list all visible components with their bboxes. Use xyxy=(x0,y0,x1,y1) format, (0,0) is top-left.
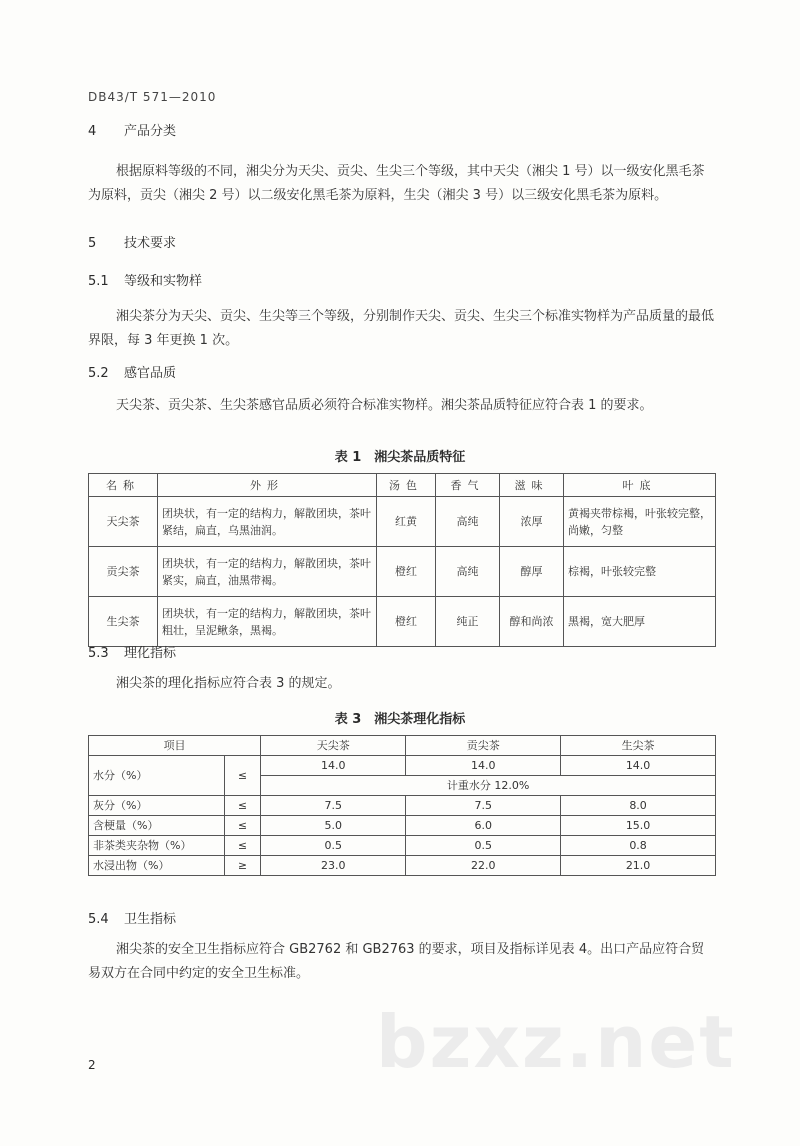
section-number: 5.3 xyxy=(88,646,109,661)
section-title: 卫生指标 xyxy=(124,912,177,927)
header-cell: 项目 xyxy=(89,736,261,756)
header-cell: 香气 xyxy=(436,474,500,497)
row-operator: ≤ xyxy=(224,796,260,816)
cell-value: 0.5 xyxy=(406,836,561,856)
cell-value: 23.0 xyxy=(261,856,406,876)
cell-note: 计重水分 12.0% xyxy=(261,776,716,796)
section-5-4-paragraph: 湘尖茶的安全卫生指标应符合 GB2762 和 GB2763 的要求，项目及指标详见表 4。出口产品应符合贸易双方在合同中约定的安全卫生标准。 xyxy=(88,942,705,981)
cell-taste: 醇和尚浓 xyxy=(500,597,564,647)
section-5-2-heading xyxy=(88,362,176,381)
table-header-row xyxy=(89,474,716,497)
table-row xyxy=(89,497,716,547)
table-1-caption: 表 1 湘尖茶品质特征 xyxy=(334,450,466,465)
cell-value: 7.5 xyxy=(406,796,561,816)
cell-leaf-bottom: 黑褐，宽大肥厚 xyxy=(564,597,716,647)
cell-value: 14.0 xyxy=(261,756,406,776)
section-5-heading xyxy=(88,232,176,251)
cell-aroma: 高纯 xyxy=(436,547,500,597)
cell-aroma: 高纯 xyxy=(436,497,500,547)
row-operator: ≥ xyxy=(224,856,260,876)
cell-value: 5.0 xyxy=(261,816,406,836)
section-title: 等级和实物样 xyxy=(124,274,203,289)
cell-value: 22.0 xyxy=(406,856,561,876)
cell-liquor-color: 橙红 xyxy=(377,547,436,597)
row-label: 水浸出物（%） xyxy=(89,856,225,876)
header-cell: 汤色 xyxy=(377,474,436,497)
section-number: 4 xyxy=(88,124,97,139)
cell-leaf-bottom: 黄褐夹带棕褐，叶张较完整，尚嫩，匀整 xyxy=(564,497,716,547)
cell-taste: 醇厚 xyxy=(500,547,564,597)
section-5-3-paragraph: 湘尖茶的理化指标应符合表 3 的规定。 xyxy=(116,676,341,691)
section-5-2-paragraph: 天尖茶、贡尖茶、生尖茶感官品质必须符合标准实物样。湘尖茶品质特征应符合表 1 的要求。 xyxy=(116,398,653,413)
cell-name: 贡尖茶 xyxy=(89,547,158,597)
row-operator: ≤ xyxy=(224,836,260,856)
section-5-3-heading xyxy=(88,642,176,661)
cell-value: 14.0 xyxy=(406,756,561,776)
header-cell: 外形 xyxy=(158,474,377,497)
cell-liquor-color: 橙红 xyxy=(377,597,436,647)
section-title: 理化指标 xyxy=(124,646,177,661)
header-cell: 叶底 xyxy=(564,474,716,497)
header-cell: 滋味 xyxy=(500,474,564,497)
page-number: 2 xyxy=(88,1058,96,1072)
row-operator: ≤ xyxy=(224,756,260,796)
cell-taste: 浓厚 xyxy=(500,497,564,547)
table-header-row xyxy=(89,736,716,756)
cell-value: 8.0 xyxy=(561,796,716,816)
cell-aroma: 纯正 xyxy=(436,597,500,647)
cell-value: 6.0 xyxy=(406,816,561,836)
table-row xyxy=(89,547,716,597)
cell-name: 天尖茶 xyxy=(89,497,158,547)
watermark: bzxz.net xyxy=(376,1000,736,1084)
table-row xyxy=(89,796,716,816)
row-label: 灰分（%） xyxy=(89,796,225,816)
row-label: 含梗量（%） xyxy=(89,816,225,836)
table-1 xyxy=(88,473,716,647)
table-row xyxy=(89,597,716,647)
table-3 xyxy=(88,735,716,876)
cell-appearance: 团块状，有一定的结构力，解散团块，茶叶紧实，扁直，油黑带褐。 xyxy=(158,547,377,597)
cell-appearance: 团块状，有一定的结构力，解散团块，茶叶紧结，扁直，乌黑油润。 xyxy=(158,497,377,547)
section-number: 5.4 xyxy=(88,912,109,927)
table-row xyxy=(89,836,716,856)
header-cell: 名称 xyxy=(89,474,158,497)
cell-value: 0.8 xyxy=(561,836,716,856)
cell-leaf-bottom: 棕褐，叶张较完整 xyxy=(564,547,716,597)
table-row xyxy=(89,816,716,836)
table-row-moisture xyxy=(89,756,716,776)
section-5-1-heading xyxy=(88,270,202,289)
row-label: 非茶类夹杂物（%） xyxy=(89,836,225,856)
section-4-paragraph: 根据原料等级的不同，湘尖分为天尖、贡尖、生尖三个等级，其中天尖（湘尖 1 号）以一级安化黑毛茶为原料，贡尖（湘尖 2 号）以二级安化黑毛茶为原料，生尖（湘尖 3 号）以三级安化黑毛茶为原料。 xyxy=(88,164,705,203)
header-cell: 贡尖茶 xyxy=(406,736,561,756)
document-code: DB43/T 571—2010 xyxy=(88,90,217,104)
row-operator: ≤ xyxy=(224,816,260,836)
cell-value: 7.5 xyxy=(261,796,406,816)
cell-name: 生尖茶 xyxy=(89,597,158,647)
section-number: 5 xyxy=(88,236,97,251)
section-4-heading xyxy=(88,120,176,139)
section-5-1-paragraph: 湘尖茶分为天尖、贡尖、生尖等三个等级，分别制作天尖、贡尖、生尖三个标准实物样为产品质量的最低界限，每 3 年更换 1 次。 xyxy=(88,309,715,348)
section-number: 5.1 xyxy=(88,274,109,289)
row-label: 水分（%） xyxy=(89,756,225,796)
header-cell: 天尖茶 xyxy=(261,736,406,756)
header-cell: 生尖茶 xyxy=(561,736,716,756)
cell-liquor-color: 红黄 xyxy=(377,497,436,547)
cell-value: 15.0 xyxy=(561,816,716,836)
table-row xyxy=(89,856,716,876)
section-title: 产品分类 xyxy=(124,124,177,139)
section-title: 技术要求 xyxy=(124,236,177,251)
table-3-caption: 表 3 湘尖茶理化指标 xyxy=(334,712,466,727)
cell-appearance: 团块状，有一定的结构力，解散团块，茶叶粗壮，呈泥鳅条，黑褐。 xyxy=(158,597,377,647)
section-title: 感官品质 xyxy=(124,366,177,381)
cell-value: 21.0 xyxy=(561,856,716,876)
cell-value: 0.5 xyxy=(261,836,406,856)
cell-value: 14.0 xyxy=(561,756,716,776)
section-number: 5.2 xyxy=(88,366,109,381)
section-5-4-heading xyxy=(88,908,176,927)
